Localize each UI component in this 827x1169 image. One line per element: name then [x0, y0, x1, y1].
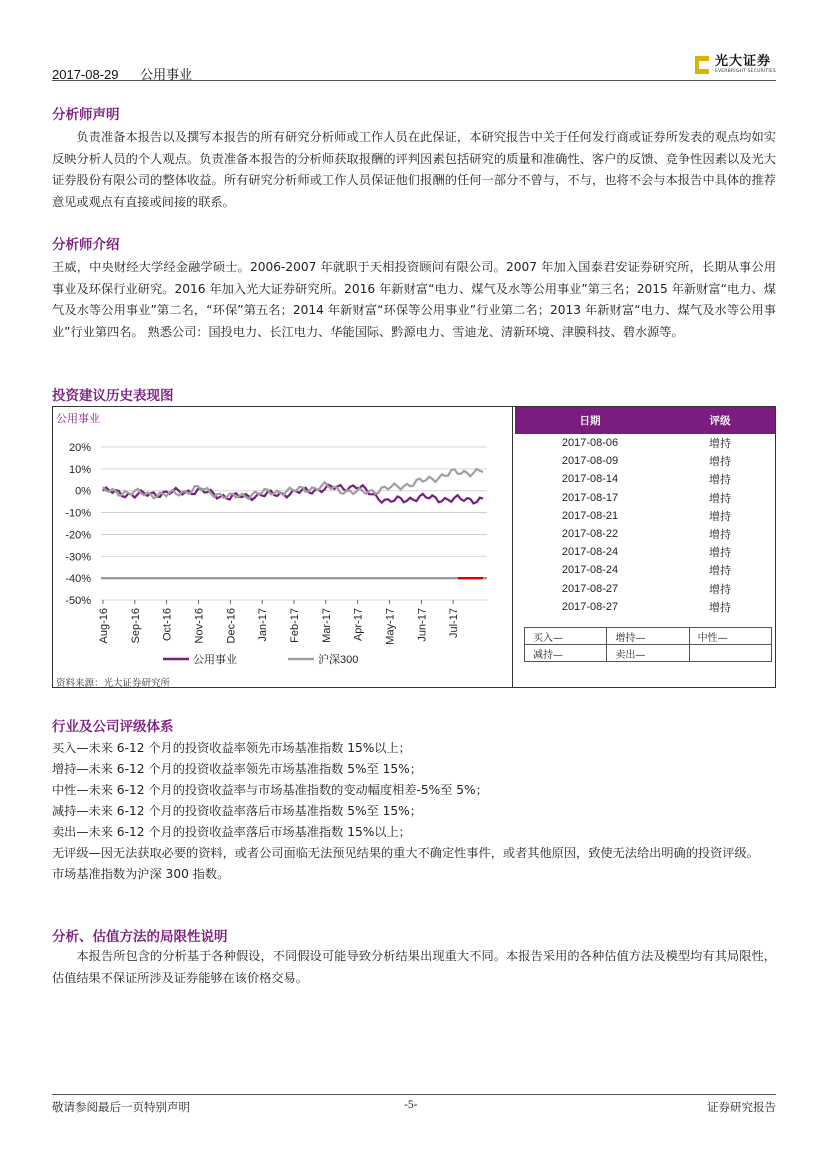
footer-disclaimer: 敬请参阅最后一页特别声明 [52, 1100, 190, 1114]
analyst-statement-title: 分析师声明 [52, 107, 120, 123]
page-number: -5- [404, 1099, 418, 1111]
y-tick-label: -40% [65, 573, 91, 586]
history-panel [52, 406, 776, 688]
y-tick-label: 20% [68, 442, 91, 454]
x-tick-label: Dec-16 [225, 608, 238, 644]
rating-row [515, 598, 775, 616]
rating-date: 2017-08-24 [561, 564, 619, 577]
rating-line-underweight: 减持—未来 6-12 个月的投资收益率落后市场基准指数 5%至 15%； [52, 804, 422, 818]
chart-sector-label: 公用事业 [56, 412, 100, 425]
rating-date: 2017-08-24 [561, 546, 619, 559]
rating-line-overweight: 增持—未来 6-12 个月的投资收益率领先市场基准指数 5%至 15%； [52, 762, 422, 776]
rating-value: 增持 [709, 600, 731, 614]
company-logo [695, 55, 776, 75]
logo-en-text: EVERBRIGHT SECURITIES [714, 69, 776, 74]
line-chart [53, 407, 511, 672]
y-tick-label: -50% [65, 595, 91, 607]
rating-system-body [52, 738, 776, 885]
rating-value: 增持 [709, 564, 731, 578]
rating-value: 增持 [709, 491, 731, 505]
rating-row [515, 543, 775, 561]
legend-overweight: 增持— [607, 628, 689, 645]
x-tick-label: Nov-16 [193, 608, 206, 644]
x-tick-label: Jan-17 [257, 608, 270, 642]
rating-value: 增持 [709, 509, 731, 523]
rating-date: 2017-08-17 [561, 491, 619, 504]
x-tick-label: May-17 [384, 608, 397, 645]
rating-value: 增持 [709, 437, 731, 451]
legend-empty [689, 645, 771, 662]
header-date: 日期 [579, 415, 601, 427]
legend-label: 公用事业 [193, 654, 237, 666]
x-tick-label: Feb-17 [289, 608, 301, 643]
legend-sell: 卖出— [607, 645, 689, 662]
legend-buy: 买入— [525, 628, 607, 645]
rating-value: 增持 [709, 455, 731, 469]
y-tick-label: -30% [65, 551, 91, 564]
x-tick-label: Mar-17 [320, 608, 333, 643]
rating-history-table [515, 407, 775, 616]
report-sector: 公用事业 [140, 67, 193, 82]
series-line [103, 469, 483, 499]
analyst-intro-body: 王威，中央财经大学经金融学硕士。2006-2007 年就职于天相投资顾问有限公司。2007 年加入国泰君安证券研究所，长期从事公用事业及环保行业研究。2016 年加入光大证券研究所。2016 年新财富“电力、煤气及水等公用事业”第三名；2015 年新财富“电力、煤气及水等公用事业”第二名，“环保”第五名；2014 年新财富“环保等公用事业”行业第二名；2013 年新财富“电力、煤气及水等公用事业”行业第四名。 熟悉公司：国投电力、长江电力、华能国际、黔源电力、雪迪龙、清新环境、津膜科技、碧水源等。 [52, 260, 776, 339]
legend-neutral: 中性— [689, 628, 771, 645]
header-rating: 评级 [709, 415, 731, 427]
rating-legend-table [524, 627, 772, 662]
rating-date: 2017-08-14 [561, 473, 619, 486]
rating-row [515, 561, 775, 579]
rating-benchmark: 市场基准指数为沪深 300 指数。 [52, 867, 230, 881]
rating-row [515, 580, 775, 598]
rating-value: 增持 [709, 582, 731, 596]
y-tick-label: 0% [75, 485, 91, 498]
rating-row [515, 507, 775, 525]
footer-divider [52, 1094, 776, 1095]
rating-date: 2017-08-22 [561, 528, 619, 541]
footer-report-type: 证券研究报告 [707, 1100, 776, 1114]
rating-table-header [515, 407, 775, 434]
x-tick-label: Jul-17 [448, 608, 461, 638]
report-date: 2017-08-29 [52, 67, 119, 82]
y-tick-label: -20% [65, 529, 91, 542]
header-divider [52, 80, 776, 81]
rating-value: 增持 [709, 546, 731, 560]
rating-value: 增持 [709, 473, 731, 487]
rating-row [515, 489, 775, 507]
rating-row [515, 525, 775, 543]
logo-cn-text: 光大证券 [714, 54, 771, 69]
rating-value: 增持 [709, 528, 731, 542]
rating-date: 2017-08-27 [561, 600, 619, 613]
rating-date: 2017-08-09 [561, 455, 619, 468]
rating-line-neutral: 中性—未来 6-12 个月的投资收益率与市场基准指数的变动幅度相差-5%至 5%； [52, 783, 488, 797]
rating-line-none: 无评级—因无法获取必要的资料，或者公司面临无法预见结果的重大不确定性事件，或者其他原因，致使无法给出明确的投资评级。 [52, 846, 759, 860]
logo-mark-icon [695, 56, 709, 74]
limitations-title: 分析、估值方法的局限性说明 [52, 929, 228, 945]
x-tick-label: Apr-17 [352, 608, 365, 642]
limitations-body: 本报告所包含的分析基于各种假设，不同假设可能导致分析结果出现重大不同。本报告采用的各种估值方法及模型均有其局限性，估值结果不保证所涉及证券能够在该价格交易。 [52, 949, 776, 985]
rating-line-sell: 卖出—未来 6-12 个月的投资收益率落后市场基准指数 15%以上； [52, 825, 411, 839]
rating-date: 2017-08-21 [561, 509, 619, 522]
x-tick-label: Sep-16 [129, 608, 142, 644]
history-chart [53, 407, 513, 687]
x-tick-label: Oct-16 [161, 608, 174, 642]
rating-system-title: 行业及公司评级体系 [52, 719, 174, 735]
analyst-intro-title: 分析师介绍 [52, 237, 120, 253]
rating-row [515, 452, 775, 470]
y-tick-label: -10% [65, 507, 91, 520]
x-tick-label: Aug-16 [98, 608, 110, 644]
legend-label: 沪深300 [318, 654, 359, 666]
legend-underweight: 减持— [525, 645, 607, 662]
y-tick-label: 10% [68, 463, 91, 476]
rating-row [515, 434, 775, 452]
history-title: 投资建议历史表现图 [52, 388, 174, 404]
rating-row [515, 470, 775, 488]
rating-date: 2017-08-27 [561, 582, 619, 595]
rating-line-buy: 买入—未来 6-12 个月的投资收益率领先市场基准指数 15%以上； [52, 741, 411, 755]
chart-source: 资料来源：光大证券研究所 [56, 678, 171, 689]
rating-date: 2017-08-06 [561, 437, 619, 450]
analyst-statement-body: 负责准备本报告以及撰写本报告的所有研究分析师或工作人员在此保证，本研究报告中关于任何发行商或证券所发表的观点均如实反映分析人员的个人观点。负责准备本报告的分析师获取报酬的评判因素包括研究的质量和准确性、客户的反馈、竞争性因素以及光大证券股份有限公司的整体收益。所有研究分析师或工作人员保证他们报酬的任何一部分不曾与，不与，也将不会与本报告中具体的推荐意见或观点有直接或间接的联系。 [52, 130, 776, 209]
x-tick-label: Jun-17 [416, 608, 429, 642]
